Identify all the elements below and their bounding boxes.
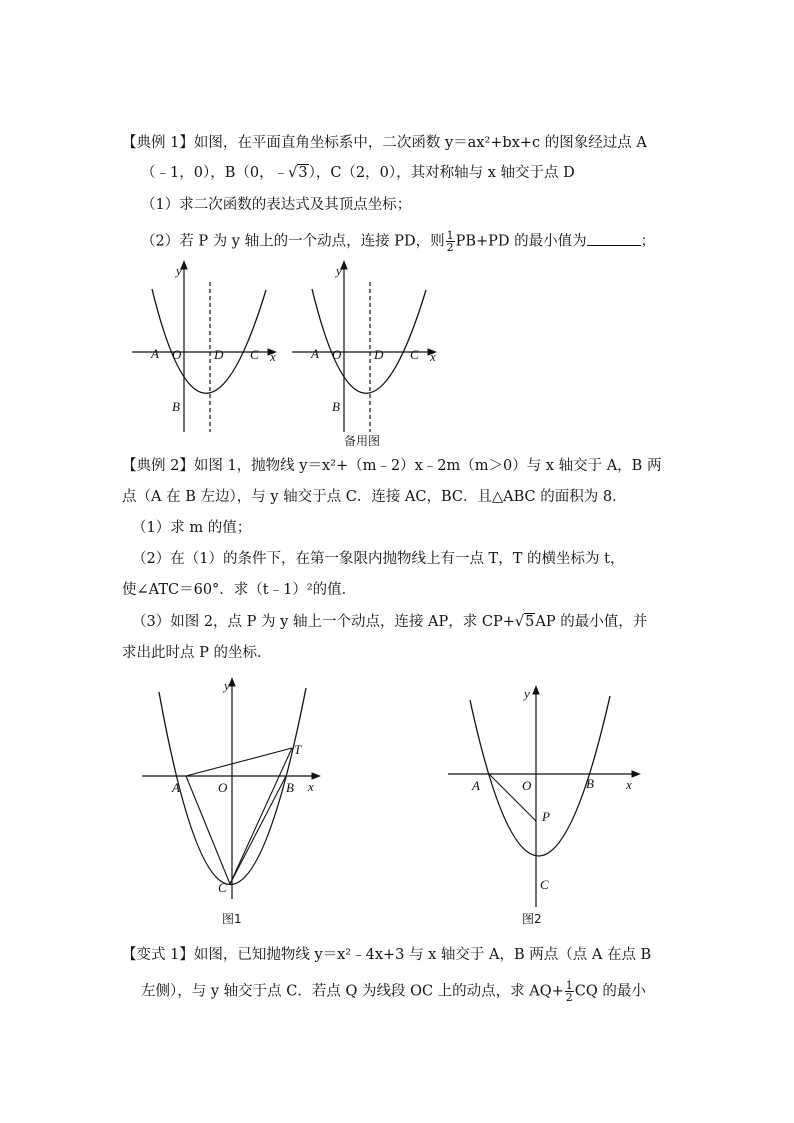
answer-blank xyxy=(587,231,641,246)
label-O: O xyxy=(522,778,532,793)
label-P: P xyxy=(542,809,550,824)
fraction-numerator: 1 xyxy=(446,229,454,242)
label-x: x xyxy=(430,349,436,364)
label-B: B xyxy=(332,399,340,414)
sqrt-radicand: 5 xyxy=(525,614,535,630)
label-x: x xyxy=(308,779,314,794)
figure-2-caption: 图2 xyxy=(522,912,542,926)
var1-line1 xyxy=(122,945,651,965)
ex2-q2-line2 xyxy=(122,580,356,600)
label-O: O xyxy=(172,347,182,362)
var1-line2 xyxy=(141,980,646,1003)
ex2-line1-text: 【典例 2】如图 1，抛物线 y＝x²+（m﹣2）x﹣2m（m＞0）与 x 轴交于 A，B 两 xyxy=(122,458,662,474)
ex2-q3-text-2: 求出此时点 P 的坐标． xyxy=(122,645,272,661)
label-C: C xyxy=(218,880,227,895)
ex2-figure-1 xyxy=(136,674,336,904)
fraction xyxy=(446,230,455,253)
label-A: A xyxy=(151,346,159,361)
var1-line2-text-b: CQ 的最小 xyxy=(574,983,646,1000)
label-B: B xyxy=(586,776,594,791)
label-O: O xyxy=(332,347,342,362)
label-y: y xyxy=(176,263,182,278)
ex1-line2-text-a: （﹣1，0），B（0，﹣ xyxy=(141,165,289,181)
spare-figure-caption: 备用图 xyxy=(344,434,381,448)
ex2-q3-line1 xyxy=(132,612,647,632)
label-y: y xyxy=(336,263,342,278)
label-B: B xyxy=(286,780,294,795)
label-y: y xyxy=(224,678,230,693)
ex2-q1 xyxy=(132,518,251,538)
ex1-q2 xyxy=(141,230,655,253)
ex1-q1 xyxy=(141,195,411,215)
label-D: D xyxy=(214,347,224,362)
label-A: A xyxy=(311,346,319,361)
label-C: C xyxy=(250,347,259,362)
label-x: x xyxy=(270,349,276,364)
ex1-figure-main xyxy=(132,257,302,437)
sqrt-symbol: √3 xyxy=(288,165,308,181)
ex2-line2 xyxy=(122,487,627,507)
segment-CB xyxy=(230,776,286,884)
ex2-q2-line1 xyxy=(132,549,624,569)
ex2-line1 xyxy=(122,456,661,476)
fraction-denominator: 2 xyxy=(446,241,454,254)
segment-CT xyxy=(230,748,292,884)
ex2-q2-text-2: 使∠ATC＝60°．求（t﹣1）²的值． xyxy=(122,582,357,598)
label-C: C xyxy=(410,347,419,362)
label-D: D xyxy=(374,347,384,362)
sqrt-symbol: √5 xyxy=(514,614,535,630)
ex1-q2-text-b: PB+PD 的最小值为 xyxy=(455,233,587,250)
label-y: y xyxy=(524,686,530,701)
ex2-line2-text: 点（A 在 B 左边），与 y 轴交于点 C．连接 AC，BC．且△ABC 的面积为 8． xyxy=(122,489,627,505)
ex1-q2-text-a: （2）若 P 为 y 轴上的一个动点，连接 PD，则 xyxy=(141,233,445,250)
ex2-figure-2 xyxy=(444,682,654,912)
var1-line1-text: 【变式 1】如图，已知抛物线 y＝x²﹣4x+3 与 x 轴交于 A，B 两点（点 A 在点 B xyxy=(122,947,652,963)
ex1-line1 xyxy=(122,133,647,153)
var1-line2-text-a: 左侧），与 y 轴交于点 C．若点 Q 为线段 OC 上的动点，求 AQ+ xyxy=(141,983,564,1000)
ex1-line2-text-b: ），C（2，0），其对称轴与 x 轴交于点 D xyxy=(308,165,575,181)
ex1-line2 xyxy=(141,163,575,183)
label-A: A xyxy=(172,780,180,795)
label-C: C xyxy=(540,877,549,892)
label-B: B xyxy=(172,399,180,414)
label-x: x xyxy=(626,777,632,792)
label-A: A xyxy=(472,778,480,793)
ex2-q3-text-a: （3）如图 2，点 P 为 y 轴上一个动点，连接 AP，求 CP+ xyxy=(132,614,515,630)
fraction xyxy=(565,980,574,1003)
ex2-q3-line2 xyxy=(122,643,271,663)
label-O: O xyxy=(218,780,228,795)
sqrt-radicand: 3 xyxy=(298,165,308,181)
segment-AT xyxy=(186,748,292,776)
ex1-line1-text: 【典例 1】如图，在平面直角坐标系中，二次函数 y＝ax²+bx+c 的图象经过点 A xyxy=(122,135,647,151)
figure-1-caption: 图1 xyxy=(222,912,242,926)
parabola xyxy=(312,289,426,393)
ex1-q1-text: （1）求二次函数的表达式及其顶点坐标； xyxy=(141,197,412,213)
ex2-q2-text-1: （2）在（1）的条件下，在第一象限内抛物线上有一点 T，T 的横坐标为 t， xyxy=(132,551,625,567)
parabola xyxy=(152,289,266,393)
label-T: T xyxy=(294,742,302,757)
ex2-q3-text-b: AP 的最小值，并 xyxy=(535,614,648,630)
ex2-q1-text: （1）求 m 的值； xyxy=(132,520,252,536)
ex1-figure-spare xyxy=(292,257,462,437)
fraction-numerator: 1 xyxy=(565,979,573,992)
ex1-q2-text-c: ； xyxy=(640,233,656,250)
fraction-denominator: 2 xyxy=(565,991,573,1004)
